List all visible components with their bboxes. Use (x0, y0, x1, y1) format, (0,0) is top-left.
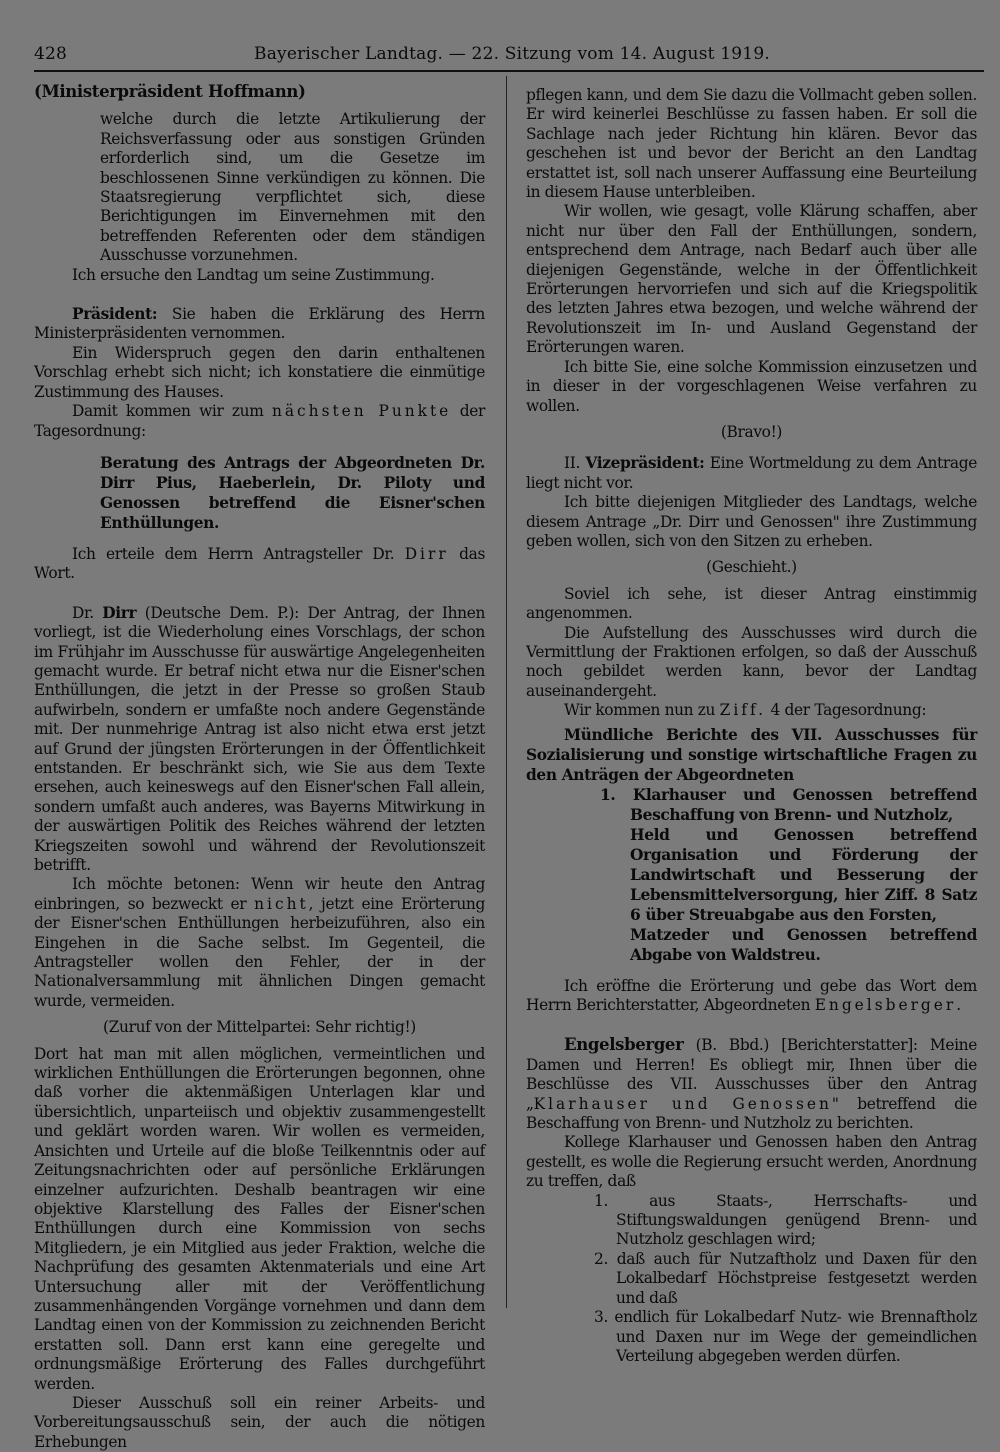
paragraph: Soviel ich sehe, ist dieser Antrag einstimmig angenommen. (526, 584, 977, 623)
column-divider (506, 76, 507, 1308)
text-run: Damit kommen wir zum (72, 402, 272, 421)
speech-text: (Deutsche Dem. P.): Der Antrag, der Ihnen vorliegt, ist die Wiederholung eines Vorschlags, der schon im Frühjahr im Ausschusse für auswärtige Angelegenheiten gemacht wurde. Er betraf nicht etwa nur die Eisner'schen Enthüllungen, die jetzt in der Presse so großen Staub aufwirbeln, sondern er umfaßte noch andere Gegenstände mit. Der nunmehrige Antrag ist also nicht etwa erst jetzt auf Grund der jüngsten Erörterungen in der Öffentlichkeit entstanden. Er beschränkt sich, wie Sie aus dem Texte ersehen, auch keineswegs auf den Eisner'schen Fall allein, sondern umfaßt auch anderes, was Bayerns Mitwirkung in der auswärtigen Politik des Reiches während der letzten Kriegszeiten sowohl und während der Revolutionszeit betrifft. (34, 603, 486, 874)
list-item: 3. endlich für Lokalbedarf Nutz- wie Brennaftholz und Daxen nur im Wege der gemeindlichen Verteilung abgegeben werden dürfen. (594, 1308, 977, 1365)
paragraph: Ich bitte Sie, eine solche Kommission einzusetzen und in dieser in der vorgeschlagenen Weise verfahren zu wollen. (526, 357, 977, 415)
list-item: 2. daß auch für Nutzaftholz und Daxen für den Lokalbedarf Höchstpreise festgesetzt werden und daß (594, 1249, 977, 1307)
paragraph: Die Aufstellung des Ausschusses wird durch die Vermittlung der Fraktionen erfolgen, so daß der Ausschuß noch gebildet werden kann, bevor der Landtag auseinandergeht. (526, 623, 977, 700)
text-run: Wir kommen nun zu (564, 701, 720, 720)
page-number: 428 (34, 44, 68, 64)
text-run: 4 der Tagesordnung: (766, 701, 927, 720)
agenda-subitem: Held und Genossen betreffend Organisation und Förderung der Landwirtschaft und Besserung der Lebensmittelversorgung, hier Ziff. 8 Satz 6 über Streuabgabe aus den Forsten, (630, 825, 977, 924)
paragraph (34, 545, 485, 584)
spaced-text: Klarhauser und Genossen (533, 1094, 832, 1113)
interjection: (Zuruf von der Mittelpartei: Sehr richtig!) (103, 1018, 416, 1037)
running-title: Bayerischer Landtag. — 22. Sitzung vom 14. August 1919. (254, 44, 770, 64)
agenda-item-heading: Beratung des Antrags der Abgeordneten Dr. Dirr Pius, Haeberlein, Dr. Piloty und Genossen betreffend die Eisner'schen Enthüllungen. (100, 453, 485, 532)
paragraph: welche durch die letzte Artikulierung der Reichsverfassung oder aus sonstigen Gründen erforderlich sind, um die Gesetze im beschlossenen Sinne verkündigen zu können. Die Staatsregierung verpflichtet sich, diese Berichtigungen im Einvernehmen mit den betreffenden Referenten oder dem ständigen Ausschusse vorzunehmen. (100, 110, 485, 265)
text-run: " betreffend die Beschaffung von Brenn- und Nutzholz zu berichten. (526, 1094, 977, 1133)
paragraph (34, 875, 485, 1011)
speaker-tag-name: Hoffmann (207, 82, 299, 101)
text-run: Ich möchte betonen: Wenn wir heute den Antrag einbringen, so bezweckt er (34, 875, 485, 913)
speaker-name: Dirr (102, 603, 137, 622)
paragraph (526, 977, 977, 1016)
speaker-tag-close: ) (298, 82, 306, 101)
list-item: 1. aus Staats-, Herrschafts- und Stiftungswaldungen genügend Brenn- und Nutzholz geschlagen wird; (594, 1191, 977, 1249)
right-column (526, 86, 977, 1366)
paragraph (34, 604, 485, 876)
numbered-list (526, 1192, 977, 1367)
speaker-name: Engelsberger (564, 1035, 684, 1055)
header-rule (34, 70, 984, 72)
paragraph: Dieser Ausschuß soll ein reiner Arbeits- und Vorbereitungsausschuß sein, der auch die nötigen Erhebungen (34, 1393, 485, 1451)
agenda-subitem: 1. Klarhauser und Genossen betreffend Beschaffung von Brenn- und Nutzholz, (600, 785, 977, 824)
speaker-continuation (34, 82, 485, 101)
interjection: (Geschieht.) (706, 558, 797, 577)
text-run: das Wort. (34, 544, 485, 583)
speech-text: Eine Wortmeldung zu dem Antrage liegt nicht vor. (526, 454, 977, 492)
paragraph: pflegen kann, und dem Sie dazu die Vollmacht geben sollen. Er wird keinerlei Beschlüsse zu fassen haben. Er soll die Sachlage nach jeder Richtung hin klären. Bevor das geschehen ist und bevor der Bericht an den Landtag erstattet ist, soll nach unserer Auffassung eine Beurteilung in diesem Hause unterbleiben. (526, 86, 977, 202)
paragraph (34, 402, 485, 441)
paragraph (34, 305, 485, 344)
text-run: der Tagesordnung: (34, 402, 485, 440)
speech-text: Sie haben die Erklärung des Herrn Ministerpräsidenten vernommen. (34, 305, 485, 343)
agenda-subitem: Matzeder und Genossen betreffend Abgabe von Waldstreu. (630, 925, 977, 964)
speaker-name: Vizepräsident: (585, 454, 705, 473)
paragraph (526, 1035, 977, 1133)
text-run: , jetzt eine Erörterung der Eisner'schen Enthüllungen herbeizuführen, also ein Eingehen in die Sache selbst. Im Gegenteil, die Antragsteller wollen den Fehler, der in der Nationalversammlung mit ähnlichen Dingen gemacht wurde, vermeiden. (34, 894, 485, 1010)
paragraph: Ein Widerspruch gegen den darin enthaltenen Vorschlag erhebt sich nicht; ich konstatiere die einmütige Zustimmung des Hauses. (34, 343, 485, 401)
text-run: . (956, 996, 961, 1014)
interjection: (Bravo!) (720, 422, 783, 441)
text-run: II. (564, 454, 586, 473)
spaced-text: Ziff. (719, 701, 767, 720)
paragraph (526, 454, 977, 493)
left-column (34, 82, 485, 1452)
text-run: Dr. (72, 603, 103, 622)
paragraph: Dort hat man mit allen möglichen, vermeintlichen und wirklichen Enthüllungen die Erörterungen begonnen, ohne daß vorher die aktenmäßigen Unterlagen klar und übersichtlich, unparteiisch und objektiv zusammengestellt und geklärt worden waren. Wir wollen es vermeiden, Ansichten und Urteile auf die bloße Teilkenntnis oder auf Zeitungsnachrichten oder auf persönliche Erklärungen einzelner aufzurichten. Deshalb beantragen wir eine objektive Klarstellung des Falles der Eisner'schen Enthüllungen durch eine Kommission von sechs Mitgliedern, je ein Mitglied aus jeder Fraktion, welche die Nachprüfung des gesamten Aktenmaterials und eine Art Untersuchung aller mit der Veröffentlichung zusammenhängenden Vorgänge vornehmen und dann dem Landtag einen von der Kommission zu zeichnenden Bericht erstatten soll. Dann erst kann eine geregelte und ordnungsmäßige Erörterung des Falles durchgeführt werden. (34, 1044, 485, 1393)
speaker-tag-open: (Ministerpräsident (34, 82, 208, 101)
spaced-text: Dirr (404, 544, 449, 563)
agenda-item-heading: Mündliche Berichte des VII. Ausschusses für Sozialisierung und sonstige wirtschaftliche Fragen zu den Anträgen der Abgeordneten (526, 725, 977, 784)
spaced-text: nächsten Punkte (271, 402, 452, 421)
paragraph: Ich ersuche den Landtag um seine Zustimmung. (72, 265, 435, 284)
page-header (34, 42, 984, 66)
spaced-text: Engelsberger (814, 996, 957, 1014)
text-run: Ich eröffne die Erörterung und gebe das Wort dem Herrn Berichterstatter, Abgeordneten (526, 976, 977, 1014)
spaced-text: nicht (254, 894, 309, 913)
paragraph: Ich bitte diejenigen Mitglieder des Landtags, welche diesem Antrage „Dr. Dirr und Genossen" ihre Zustimmung geben wollen, sich von den Sitzen zu erheben. (526, 493, 977, 550)
speech-text: (B. Bbd.) [Berichterstatter]: Meine Damen und Herren! Es obliegt mir, Ihnen über die Beschlüsse des VII. Ausschusses über den Antrag „ (526, 1036, 977, 1113)
paragraph (526, 701, 977, 720)
text-run: Ich erteile dem Herrn Antragsteller Dr. (72, 544, 405, 563)
paragraph: Kollege Klarhauser und Genossen haben den Antrag gestellt, es wolle die Regierung ersucht werden, Anordnung zu treffen, daß (526, 1133, 977, 1191)
paragraph: Wir wollen, wie gesagt, volle Klärung schaffen, aber nicht nur über den Fall der Enthüllungen, sondern, entsprechend dem Antrage, nach Bedarf auch über alle diejenigen Gegenstände, welche in der Öffentlichkeit Erörterungen hervorriefen und sich auf die Kriegspolitik des letzten Jahres etwa bezogen, und welche während der Revolutionszeit im In- und Ausland Gegenstand der Erörterungen waren. (526, 202, 977, 357)
speaker-name: Präsident: (72, 305, 158, 324)
